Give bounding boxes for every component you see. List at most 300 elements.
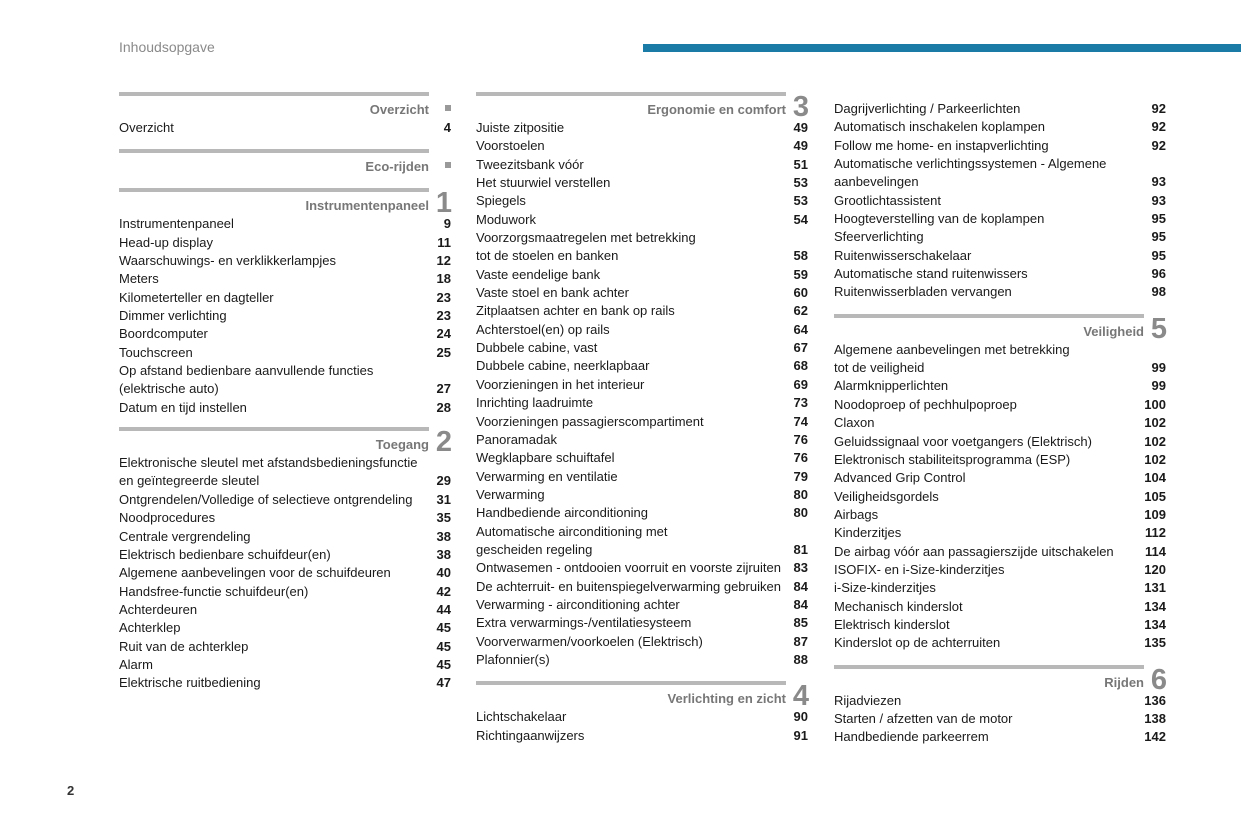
- toc-entry[interactable]: [834, 210, 1166, 228]
- toc-entry-page: 142: [1144, 729, 1166, 745]
- toc-entry-page: 11: [437, 234, 451, 250]
- toc-entry-page: 105: [1144, 488, 1166, 504]
- toc-entry-page: 23: [436, 308, 451, 324]
- toc-entry[interactable]: [834, 506, 1166, 524]
- toc-entry-page: 62: [793, 303, 808, 319]
- toc-entry-text: Ontgrendelen/Volledige of selectieve ontgrendeling: [119, 491, 413, 507]
- toc-entry-text: Richtingaanwijzers: [476, 727, 585, 743]
- toc-entry-text: Algemene aanbevelingen met betrekking: [834, 341, 1070, 357]
- toc-entry[interactable]: [834, 579, 1166, 597]
- toc-entry-page: 28: [436, 399, 451, 415]
- toc-entry-page: 112: [1145, 525, 1166, 541]
- toc-entry-text: Elektronische sleutel met afstandsbedieningsfunctie: [119, 455, 418, 471]
- toc-entry-text: Elektrische ruitbediening: [119, 675, 261, 691]
- toc-entry-text: Head-up display: [119, 234, 213, 250]
- toc-entry-text: Airbags: [834, 506, 879, 522]
- toc-entry[interactable]: [834, 469, 1166, 487]
- toc-entry-text: Voorzieningen passagierscompartiment: [476, 413, 704, 429]
- toc-entry-text: Handbediende airconditioning: [476, 505, 649, 521]
- toc-entry[interactable]: [834, 433, 1166, 451]
- toc-entry-text: (elektrische auto): [119, 381, 219, 397]
- toc-entry-page: 131: [1144, 580, 1166, 596]
- toc-entry-text: Voorverwarmen/voorkoelen (Elektrisch): [476, 633, 703, 649]
- section-3: [476, 92, 808, 669]
- toc-entry[interactable]: [119, 270, 451, 288]
- toc-entry-page: 88: [793, 651, 808, 667]
- toc-entry-page: 69: [793, 376, 808, 392]
- toc-list: [119, 454, 451, 692]
- toc-entry-text: Kinderzitjes: [834, 525, 902, 541]
- toc-entry[interactable]: [476, 614, 808, 632]
- toc-entry[interactable]: [476, 486, 808, 504]
- toc-entry[interactable]: [834, 100, 1166, 118]
- toc-list: [476, 119, 808, 669]
- toc-entry-text: Meters: [119, 271, 159, 287]
- section-title: Rijden: [1104, 674, 1144, 690]
- toc-entry-text: Dimmer verlichting: [119, 308, 227, 324]
- toc-entry-text: Vaste stoel en bank achter: [476, 285, 629, 301]
- toc-list: [834, 692, 1166, 747]
- section-header: [119, 153, 451, 176]
- toc-entry-text: Advanced Grip Control: [834, 470, 966, 486]
- toc-entry-text: Geluidssignaal voor voetgangers (Elektrisch): [834, 433, 1092, 449]
- toc-entry-text: Ontwasemen - ontdooien voorruit en voorste zijruiten: [476, 560, 781, 576]
- toc-entry-page: 24: [436, 326, 451, 342]
- toc-list: [119, 119, 451, 137]
- toc-entry-text: Handsfree-functie schuifdeur(en): [119, 583, 309, 599]
- section-number: 4: [792, 680, 809, 713]
- toc-entry[interactable]: [834, 561, 1166, 579]
- toc-entry-text: Dagrijverlichting / Parkeerlichten: [834, 101, 1021, 116]
- toc-entry[interactable]: [834, 265, 1166, 283]
- toc-entry-page: 76: [793, 431, 808, 447]
- toc-entry-page: 92: [1151, 137, 1166, 153]
- section-title: Toegang: [375, 437, 429, 453]
- toc-entry-text: Automatische stand ruitenwissers: [834, 266, 1028, 282]
- toc-entry[interactable]: [834, 247, 1166, 265]
- section-title: Instrumentenpaneel: [305, 198, 429, 214]
- toc-entry[interactable]: [476, 413, 808, 431]
- toc-entry-text: Centrale vergrendeling: [119, 528, 251, 544]
- toc-entry[interactable]: [834, 137, 1166, 155]
- toc-entry-page: 44: [436, 601, 451, 617]
- toc-entry-text: Lichtschakelaar: [476, 709, 567, 725]
- toc-entry-text: Voorzorgsmaatregelen met betrekking: [476, 230, 696, 246]
- toc-entry-text: Hoogteverstelling van de koplampen: [834, 211, 1045, 227]
- toc-entry-text: en geïntegreerde sleutel: [119, 473, 260, 489]
- toc-entry-page: 4: [443, 120, 451, 135]
- toc-entry[interactable]: [119, 491, 451, 509]
- section-2: [119, 427, 451, 692]
- toc-entry[interactable]: [476, 284, 808, 302]
- toc-entry-page: 95: [1151, 211, 1166, 227]
- toc-entry[interactable]: [476, 119, 808, 137]
- toc-entry-text: Wegklapbare schuiftafel: [476, 450, 615, 466]
- toc-entry-text: Noodprocedures: [119, 510, 216, 526]
- toc-entry[interactable]: [476, 541, 808, 559]
- toc-entry-text: Op afstand bedienbare aanvullende functies: [119, 363, 374, 379]
- toc-entry-page: 120: [1144, 561, 1166, 577]
- toc-entry[interactable]: [476, 431, 808, 449]
- toc-entry[interactable]: [834, 341, 1166, 359]
- toc-entry-text: Moduwork: [476, 211, 536, 227]
- toc-entry-text: tot de stoelen en banken: [476, 248, 619, 264]
- toc-entry[interactable]: [476, 266, 808, 284]
- toc-entry-text: Tweezitsbank vóór: [476, 156, 584, 172]
- toc-entry-page: 85: [793, 615, 808, 631]
- toc-entry-page: 80: [793, 505, 808, 521]
- toc-entry[interactable]: [834, 728, 1166, 746]
- toc-entry-page: 87: [793, 633, 808, 649]
- toc-entry[interactable]: [834, 173, 1166, 191]
- toc-entry-text: Grootlichtassistent: [834, 192, 941, 208]
- toc-entry-page: 99: [1151, 378, 1166, 394]
- toc-entry-page: 45: [436, 620, 451, 636]
- toc-entry-text: Automatische airconditioning met: [476, 523, 668, 539]
- section-title: Verlichting en zicht: [667, 691, 786, 707]
- toc-entry[interactable]: [476, 229, 808, 247]
- toc-entry-page: 84: [793, 578, 808, 594]
- section-header: [119, 187, 452, 220]
- toc-entry[interactable]: [119, 344, 451, 362]
- toc-entry-page: 27: [436, 381, 451, 397]
- toc-entry-page: 59: [793, 266, 808, 282]
- section-title: Ergonomie en comfort: [647, 102, 786, 117]
- toc-entry-page: 29: [436, 473, 451, 489]
- section-number: 6: [1150, 663, 1167, 696]
- toc-entry-text: Elektrisch kinderslot: [834, 616, 950, 632]
- toc-entry-text: Kilometerteller en dagteller: [119, 289, 274, 305]
- toc-entry-page: 92: [1151, 119, 1166, 135]
- toc-entry-text: Claxon: [834, 415, 875, 431]
- toc-entry-page: 9: [443, 216, 451, 232]
- toc-entry-page: 93: [1151, 192, 1166, 208]
- toc-entry[interactable]: [834, 228, 1166, 246]
- section-number: 3: [792, 91, 809, 123]
- toc-entry[interactable]: [119, 380, 451, 398]
- section-1: [119, 188, 451, 417]
- toc-entry-page: 23: [436, 289, 451, 305]
- toc-entry-page: 99: [1151, 360, 1166, 376]
- section-6: [834, 665, 1166, 747]
- toc-entry-text: Waarschuwings- en verklikkerlampjes: [119, 253, 336, 269]
- toc-entry-text: Follow me home- en instapverlichting: [834, 137, 1049, 153]
- section-header: [834, 663, 1167, 696]
- toc-entry-page: 102: [1144, 415, 1166, 431]
- toc-entry-page: 102: [1144, 451, 1166, 467]
- toc-entry-page: 138: [1144, 710, 1166, 726]
- section-header: [119, 96, 451, 119]
- toc-entry-page: 38: [436, 546, 451, 562]
- toc-entry-page: 38: [436, 528, 451, 544]
- section-number: 5: [1150, 312, 1167, 345]
- toc-entry[interactable]: [119, 583, 451, 601]
- toc-entry-page: 73: [793, 395, 808, 411]
- toc-entry-page: 93: [1151, 174, 1166, 190]
- toc-entry-page: 35: [436, 510, 451, 526]
- toc-entry-text: Extra verwarmings-/ventilatiesysteem: [476, 615, 692, 631]
- section-header: [476, 91, 809, 123]
- toc-entry-page: 45: [436, 638, 451, 654]
- toc-entry-page: 47: [436, 675, 451, 691]
- toc-entry[interactable]: [119, 601, 451, 619]
- toc-entry-text: Handbediende parkeerrem: [834, 729, 989, 745]
- toc-entry-page: 134: [1144, 598, 1166, 614]
- toc-entry-text: gescheiden regeling: [476, 541, 593, 557]
- toc-entry[interactable]: [834, 692, 1166, 710]
- toc-entry-page: 12: [436, 253, 451, 269]
- toc-entry[interactable]: [119, 234, 451, 252]
- toc-entry-page: 102: [1144, 433, 1166, 449]
- page-number: 2: [67, 783, 75, 798]
- toc-entry[interactable]: [476, 302, 808, 320]
- toc-entry-page: 109: [1144, 506, 1166, 522]
- toc-entry[interactable]: [119, 472, 451, 490]
- toc-entry[interactable]: [834, 396, 1166, 414]
- toc-entry[interactable]: [476, 156, 808, 174]
- toc-entry-text: Voorzieningen in het interieur: [476, 376, 645, 392]
- toc-entry[interactable]: [476, 578, 808, 596]
- toc-entry-text: Verwarming: [476, 486, 545, 502]
- toc-entry-text: Noodoproep of pechhulpoproep: [834, 396, 1017, 412]
- toc-entry-text: Panoramadak: [476, 431, 557, 447]
- section-4: [476, 681, 808, 745]
- toc-entry-text: Alarmknipperlichten: [834, 378, 949, 394]
- page-header-title: Inhoudsopgave: [119, 39, 215, 55]
- toc-entry-page: 104: [1144, 470, 1166, 486]
- toc-entry-page: 18: [436, 271, 451, 287]
- toc-entry-page: 95: [1151, 229, 1166, 245]
- toc-entry-text: Automatisch inschakelen koplampen: [834, 119, 1046, 135]
- toc-entry-page: 100: [1144, 396, 1166, 412]
- toc-entry[interactable]: [476, 449, 808, 467]
- square-bullet-icon: [445, 162, 451, 168]
- toc-entry-text: Dubbele cabine, vast: [476, 340, 598, 356]
- toc-entry-text: Touchscreen: [119, 344, 193, 360]
- toc-entry-page: 91: [793, 727, 808, 743]
- toc-entry-text: Voorstoelen: [476, 138, 545, 154]
- header-accent-bar: [643, 44, 1241, 52]
- toc-entry-page: 67: [793, 340, 808, 356]
- toc-entry[interactable]: [476, 596, 808, 614]
- toc-entry[interactable]: [119, 307, 451, 325]
- toc-entry[interactable]: [119, 215, 451, 233]
- toc-entry-page: 64: [793, 321, 808, 337]
- toc-entry-text: De airbag vóór aan passagierszijde uitschakelen: [834, 543, 1114, 559]
- toc-entry-page: 114: [1145, 543, 1166, 559]
- toc-entry[interactable]: [476, 633, 808, 651]
- toc-entry[interactable]: [834, 598, 1166, 616]
- toc-entry-text: Dubbele cabine, neerklapbaar: [476, 358, 650, 374]
- toc-entry-text: Ruitenwisserschakelaar: [834, 247, 972, 263]
- toc-entry-text: Achterklep: [119, 620, 181, 636]
- toc-entry-text: Automatische verlichtingssystemen - Algemene: [834, 156, 1107, 172]
- section-title: Veiligheid: [1083, 323, 1144, 339]
- toc-column-2: [476, 92, 808, 745]
- toc-entry[interactable]: [834, 451, 1166, 469]
- toc-entry-page: 76: [793, 450, 808, 466]
- toc-entry[interactable]: [834, 414, 1166, 432]
- toc-entry[interactable]: [834, 634, 1166, 652]
- toc-entry[interactable]: [476, 339, 808, 357]
- toc-entry-page: 42: [436, 583, 451, 599]
- toc-entry-text: Plafonnier(s): [476, 651, 550, 667]
- toc-entry[interactable]: [834, 359, 1166, 377]
- toc-entry-text: Het stuurwiel verstellen: [476, 175, 611, 191]
- toc-entry-text: ISOFIX- en i-Size-kinderzitjes: [834, 561, 1005, 577]
- toc-list: [476, 708, 808, 745]
- toc-entry[interactable]: [476, 174, 808, 192]
- toc-entry[interactable]: [119, 528, 451, 546]
- toc-entry-text: Spiegels: [476, 193, 526, 209]
- toc-entry[interactable]: [119, 638, 451, 656]
- toc-entry-page: 68: [793, 358, 808, 374]
- toc-entry-text: Verwarming - airconditioning achter: [476, 596, 680, 612]
- toc-entry[interactable]: [119, 509, 451, 527]
- toc-entry[interactable]: [119, 289, 451, 307]
- toc-entry[interactable]: [834, 118, 1166, 136]
- toc-entry-text: Juiste zitpositie: [476, 120, 565, 135]
- toc-column-1: [119, 92, 451, 693]
- toc-entry[interactable]: [476, 651, 808, 669]
- toc-entry-text: Instrumentenpaneel: [119, 216, 234, 232]
- toc-entry-text: tot de veiligheid: [834, 360, 925, 376]
- toc-entry-page: 81: [793, 541, 808, 557]
- toc-entry[interactable]: [834, 488, 1166, 506]
- toc-entry-text: Ruitenwisserbladen vervangen: [834, 284, 1012, 300]
- toc-entry-page: 53: [793, 175, 808, 191]
- toc-entry-page: 83: [793, 560, 808, 576]
- toc-entry[interactable]: [834, 283, 1166, 301]
- toc-entry-page: 31: [436, 491, 451, 507]
- toc-entry-page: 92: [1151, 101, 1166, 116]
- toc-column-3: [834, 92, 1166, 747]
- toc-entry-page: 80: [793, 486, 808, 502]
- section-overzicht: [119, 92, 451, 137]
- toc-entry-page: 134: [1144, 616, 1166, 632]
- toc-entry[interactable]: [476, 394, 808, 412]
- toc-entry-text: Inrichting laadruimte: [476, 395, 594, 411]
- toc-entry-text: Starten / afzetten van de motor: [834, 710, 1013, 726]
- toc-entry[interactable]: [476, 357, 808, 375]
- section-header: [834, 312, 1167, 345]
- toc-entry[interactable]: [476, 376, 808, 394]
- section-number: 1: [435, 187, 452, 220]
- toc-entry-text: Achterdeuren: [119, 601, 198, 617]
- toc-entry-page: 135: [1144, 635, 1166, 651]
- toc-entry-page: 60: [793, 285, 808, 301]
- toc-entry-page: 49: [793, 138, 808, 154]
- toc-entry-page: 45: [436, 656, 451, 672]
- toc-entry[interactable]: [834, 543, 1166, 561]
- toc-entry-page: 58: [793, 248, 808, 264]
- toc-entry-text: aanbevelingen: [834, 174, 919, 190]
- toc-entry-page: 49: [793, 120, 808, 135]
- toc-entry-text: Vaste eendelige bank: [476, 266, 601, 282]
- toc-entry-text: Veiligheidsgordels: [834, 488, 939, 504]
- toc-entry[interactable]: [834, 377, 1166, 395]
- toc-entry-text: Sfeerverlichting: [834, 229, 924, 245]
- toc-entry[interactable]: [476, 247, 808, 265]
- toc-entry[interactable]: [476, 192, 808, 210]
- toc-entry-page: 95: [1151, 247, 1166, 263]
- toc-entry[interactable]: [476, 727, 808, 745]
- toc-entry-page: 84: [793, 596, 808, 612]
- toc-entry[interactable]: [119, 362, 451, 380]
- toc-entry-page: 136: [1144, 692, 1166, 708]
- toc-entry[interactable]: [476, 559, 808, 577]
- toc-entry[interactable]: [476, 504, 808, 522]
- section-header: [119, 426, 452, 459]
- toc-entry[interactable]: [476, 211, 808, 229]
- toc-entry[interactable]: [119, 674, 451, 692]
- section-title: Eco-rijden: [365, 159, 429, 175]
- toc-entry[interactable]: [119, 454, 451, 472]
- square-bullet-icon: [445, 105, 451, 111]
- toc-entry[interactable]: [119, 325, 451, 343]
- toc-entry[interactable]: [119, 399, 451, 417]
- toc-entry-text: Ruit van de achterklep: [119, 638, 249, 654]
- toc-entry-page: 98: [1151, 284, 1166, 300]
- toc-entry[interactable]: [476, 708, 808, 726]
- toc-entry-text: Rijadviezen: [834, 692, 902, 708]
- toc-entry-page: 79: [793, 468, 808, 484]
- toc-entry[interactable]: [119, 252, 451, 270]
- toc-entry-text: Datum en tijd instellen: [119, 399, 247, 415]
- toc-entry-text: Verwarming en ventilatie: [476, 468, 618, 484]
- toc-entry-page: 54: [793, 211, 808, 227]
- toc-entry[interactable]: [834, 710, 1166, 728]
- section-5: [834, 314, 1166, 653]
- toc-entry-text: Achterstoel(en) op rails: [476, 321, 610, 337]
- toc-entry[interactable]: [834, 192, 1166, 210]
- toc-entry[interactable]: [119, 119, 451, 137]
- toc-entry-page: 25: [436, 344, 451, 360]
- toc-list: [834, 341, 1166, 653]
- toc-entry[interactable]: [834, 616, 1166, 634]
- toc-entry-text: Kinderslot op de achterruiten: [834, 635, 1001, 651]
- toc-entry-text: Elektronisch stabiliteitsprogramma (ESP): [834, 451, 1071, 467]
- toc-entry-page: 90: [793, 709, 808, 725]
- toc-entry-text: Alarm: [119, 656, 153, 672]
- toc-entry[interactable]: [834, 524, 1166, 542]
- toc-entry-page: 74: [793, 413, 808, 429]
- toc-entry-page: 53: [793, 193, 808, 209]
- section-number: 2: [435, 426, 452, 459]
- toc-entry-text: Boordcomputer: [119, 326, 208, 342]
- toc-entry[interactable]: [476, 523, 808, 541]
- toc-entry[interactable]: [119, 619, 451, 637]
- toc-entry-page: 96: [1151, 266, 1166, 282]
- toc-entry[interactable]: [119, 546, 451, 564]
- toc-entry[interactable]: [119, 656, 451, 674]
- toc-entry-page: 40: [436, 565, 451, 581]
- toc-entry[interactable]: [119, 564, 451, 582]
- toc-entry-text: Zitplaatsen achter en bank op rails: [476, 303, 675, 319]
- toc-entry-text: Mechanisch kinderslot: [834, 598, 963, 614]
- toc-entry-text: Elektrisch bedienbare schuifdeur(en): [119, 546, 331, 562]
- toc-entry[interactable]: [834, 155, 1166, 173]
- section-eco-rijden: [119, 149, 451, 176]
- toc-entry[interactable]: [476, 468, 808, 486]
- toc-entry[interactable]: [476, 321, 808, 339]
- toc-list: [119, 215, 451, 417]
- toc-entry-page: 51: [793, 156, 808, 172]
- toc-list: [834, 100, 1166, 302]
- toc-entry-text: Overzicht: [119, 120, 174, 135]
- section-header: [476, 680, 809, 713]
- toc-entry[interactable]: [476, 137, 808, 155]
